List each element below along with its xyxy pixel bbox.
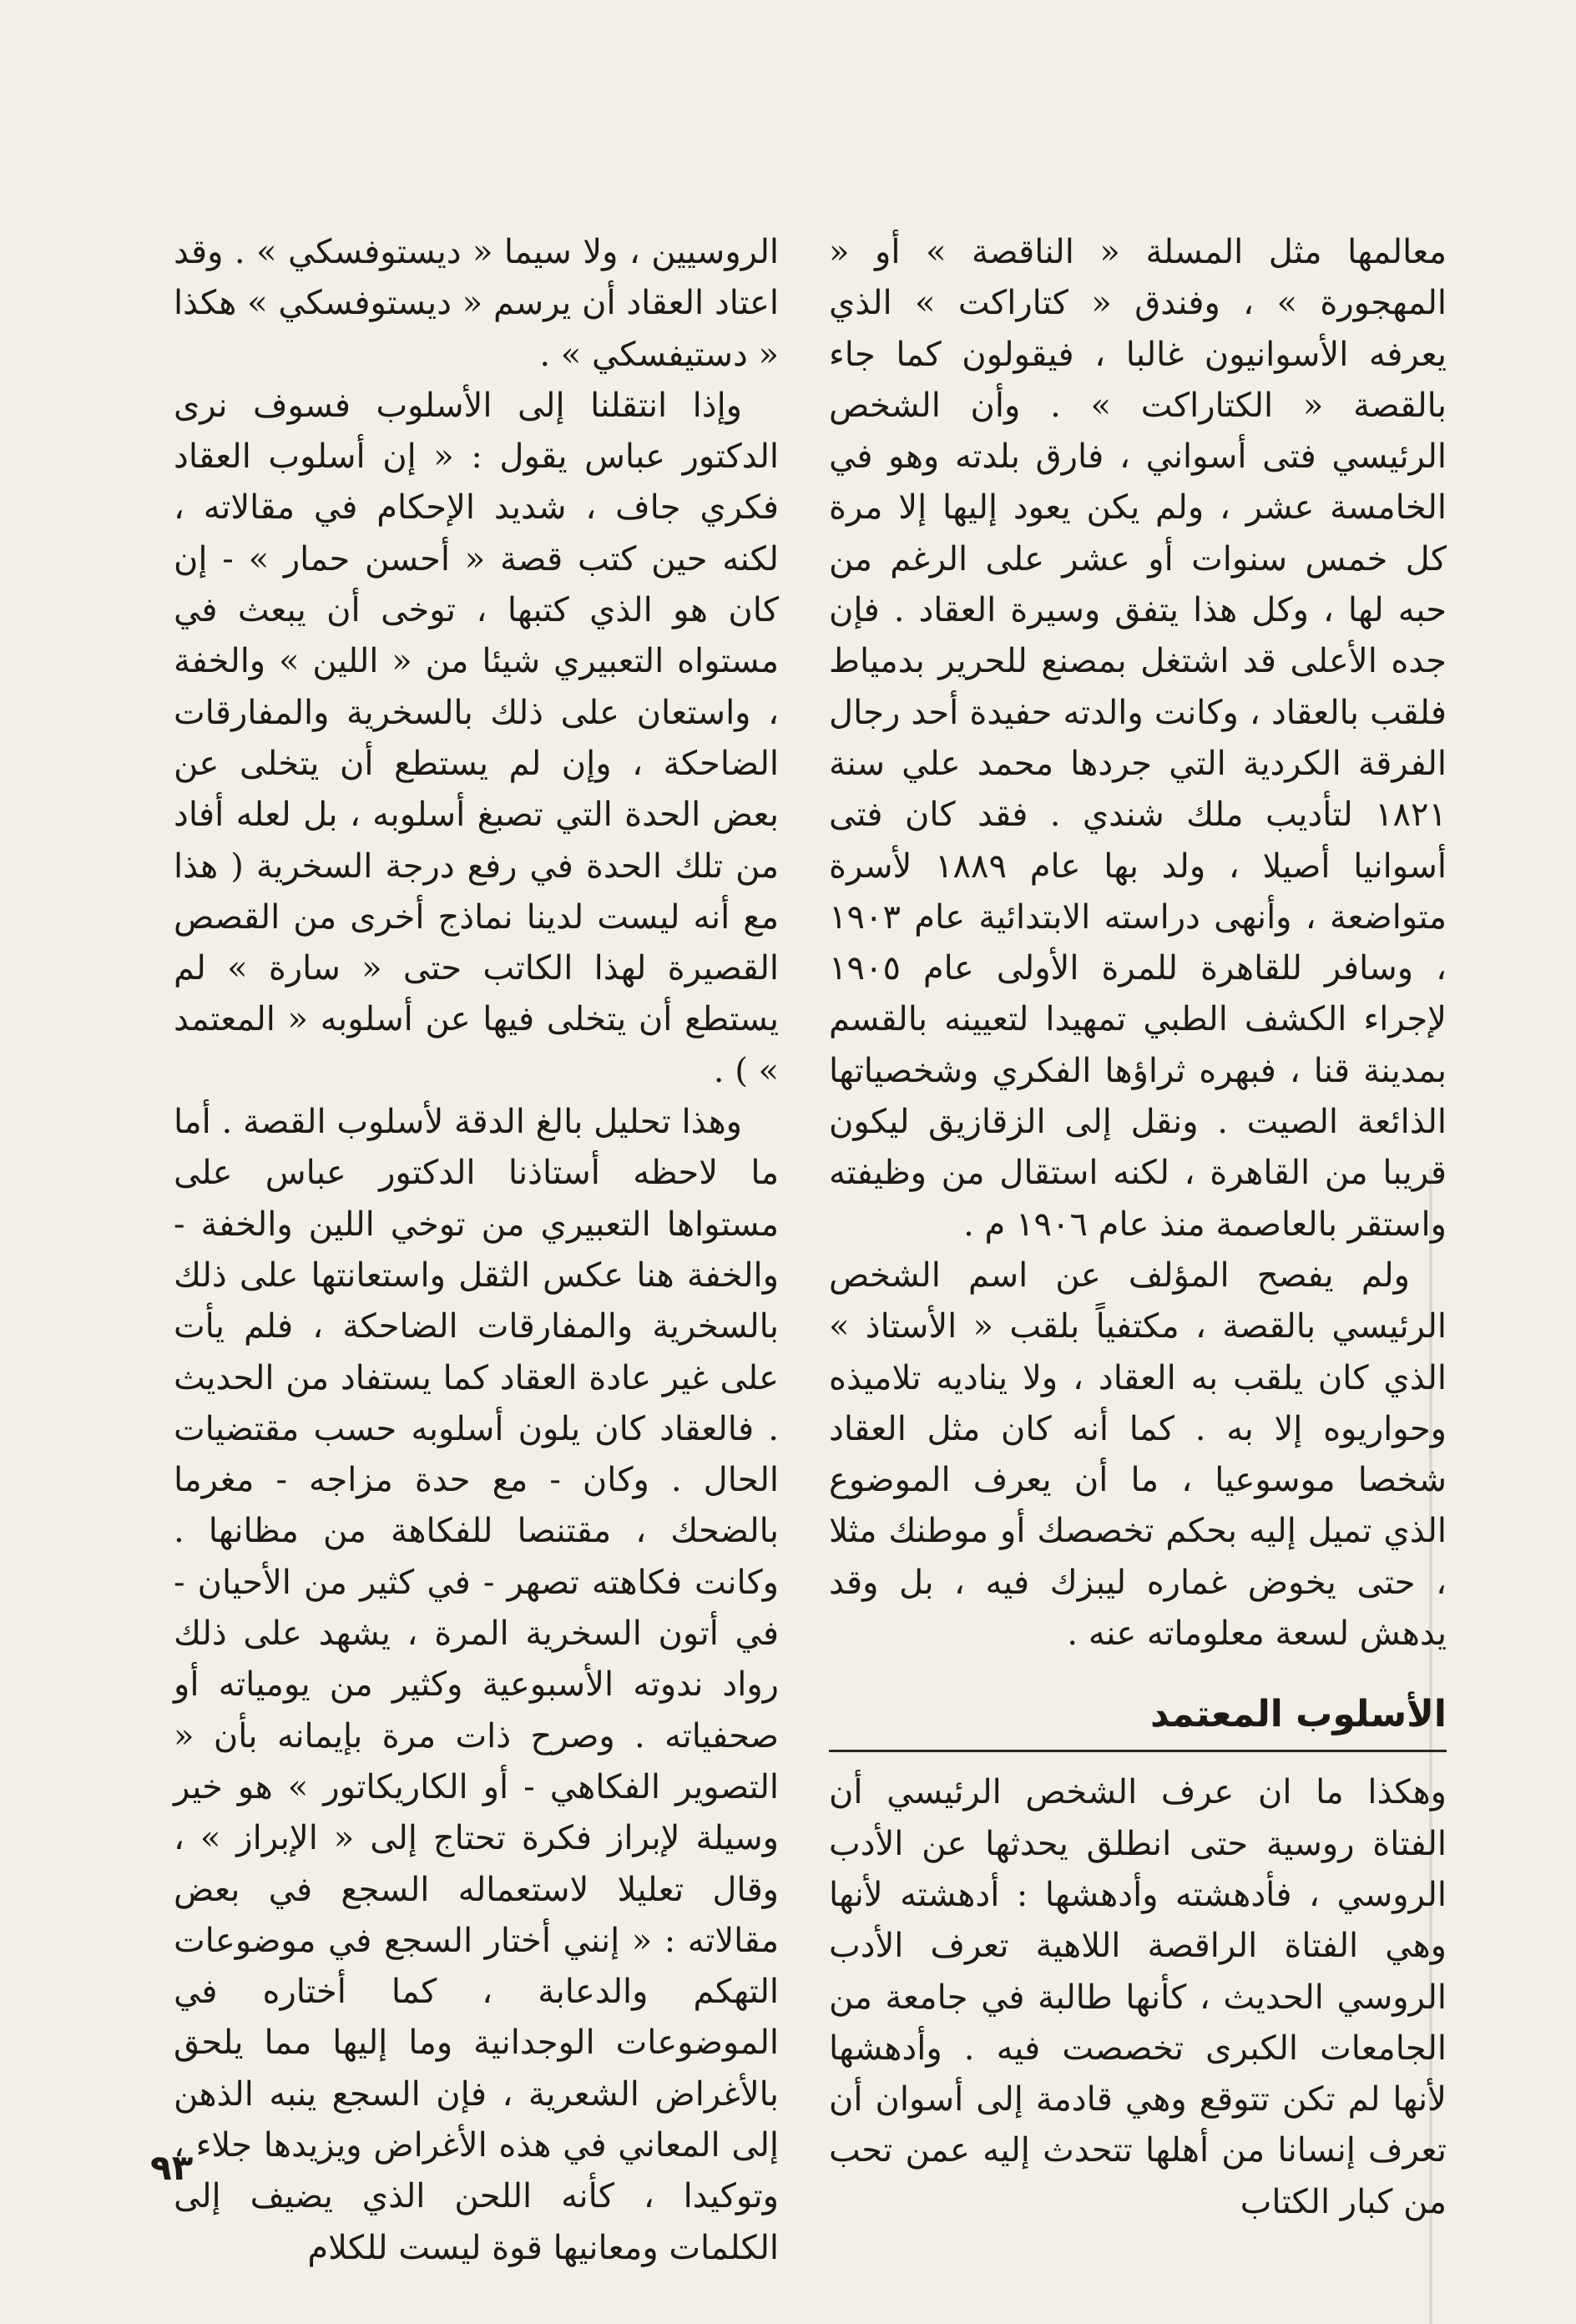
paragraph: وهكذا ما ان عرف الشخص الرئيسي أن الفتاة روسية حتى انطلق يحدثها عن الأدب الروسي ، فأدهشته وأدهشها : أدهشته لأنها وهي الفتاة الراقصة اللاهية تعرف الأدب الروسي الحديث ، كأنها طالبة في جامعة من الجامعات الكبرى تخصصت فيه . وأدهشها لأنها لم تكن تتوقع وهي قادمة إلى أسوان أن تعرف إنسانا من أهلها تتحدث إليه عمن تحب من كبار الكتاب [829,1773,1447,2221]
page-number: ٩٣ [150,2147,194,2188]
left-text-column [174,227,779,2274]
section-heading: الأسلوب المعتمد [829,1690,1447,1752]
paragraph: ولم يفصح المؤلف عن اسم الشخص الرئيسي بالقصة ، مكتفياً بلقب « الأستاذ » الذي كان يلقب به العقاد ، ولا يناديه تلاميذه وحواريوه إلا به . كما أنه كان مثل العقاد شخصا موسوعيا ، ما أن يعرف الموضوع الذي تميل إليه بحكم تخصصك أو موطنك مثلا ، حتى يخوض غماره ليبزك فيه ، بل وقد يدهش لسعة معلوماته عنه . [829,1255,1447,1654]
paragraph: معالمها مثل المسلة « الناقصة » أو « المهجورة » ، وفندق « كتاراكت » الذي يعرفه الأسوانيون غالبا ، فيقولون كما جاء بالقصة « الكتاراكت » . وأن الشخص الرئيسي فتى أسواني ، فارق بلدته وهو في الخامسة عشر ، ولم يكن يعود إليها إلا مرة كل خمس سنوات أو عشر على الرغم من حبه لها ، وكل هذا يتفق وسيرة العقاد . فإن جده الأعلى قد اشتغل بمصنع للحرير بدمياط فلقب بالعقاد ، وكانت والدته حفيدة أحد رجال الفرقة الكردية التي جردها محمد علي سنة ١٨٢١ لتأديب ملك شندي . فقد كان فتى أسوانيا أصيلا ، ولد بها عام ١٨٨٩ لأسرة متواضعة ، وأنهى دراسته الابتدائية عام ١٩٠٣ ، وسافر للقاهرة للمرة الأولى عام ١٩٠٥ لإجراء الكشف الطبي تمهيدا لتعيينه بالقسم بمدينة قنا ، فبهره ثراؤها الفكري وشخصياتها الذائعة الصيت . ونقل إلى الزقازيق ليكون قريبا من القاهرة ، لكنه استقال من وظيفته واستقر بالعاصمة منذ عام ١٩٠٦ م . [829,233,1447,1244]
right-text-column [829,227,1447,2228]
paragraph: الروسيين ، ولا سيما « ديستوفسكي » . وقد اعتاد العقاد أن يرسم « ديستوفسكي » هكذا « دستيفسكي » . [174,233,779,374]
paragraph: وهذا تحليل بالغ الدقة لأسلوب القصة . أما ما لاحظه أستاذنا الدكتور عباس على مستواها التعبيري من توخي اللين والخفة - والخفة هنا عكس الثقل واستعانتها على ذلك بالسخرية والمفارقات الضاحكة ، فلم يأت على غير عادة العقاد كما يستفاد من الحديث . فالعقاد كان يلون أسلوبه حسب مقتضيات الحال . وكان - مع حدة مزاجه - مغرما بالضحك ، مقتنصا للفكاهة من مظانها . وكانت فكاهته تصهر - في كثير من الأحيان - في أتون السخرية المرة ، يشهد على ذلك رواد ندوته الأسبوعية وكثير من يومياته أو صحفياته . وصرح ذات مرة بإيمانه بأن « التصوير الفكاهي - أو الكاريكاتور » هو خير وسيلة لإبراز فكرة تحتاج إلى « الإبراز » ، وقال تعليلا لاستعماله السجع في بعض مقالاته : « إنني أختار السجع في موضوعات التهكم والدعابة ، كما أختاره في الموضوعات الوجدانية وما إليها مما يلحق بالأغراض الشعرية ، فإن السجع ينبه الذهن إلى المعاني في هذه الأغراض ويزيدها جلاء ، وتوكيدا ، كأنه اللحن الذي يضيف إلى الكلمات ومعانيها قوة ليست للكلام [174,1103,779,2267]
paragraph: وإذا انتقلنا إلى الأسلوب فسوف نرى الدكتور عباس يقول : « إن أسلوب العقاد فكري جاف ، شديد الإحكام في مقالاته ، لكنه حين كتب قصة « أحسن حمار » - إن كان هو الذي كتبها ، توخى أن يبعث في مستواه التعبيري شيئا من « اللين » والخفة ، واستعان على ذلك بالسخرية والمفارقات الضاحكة ، وإن لم يستطع أن يتخلى عن بعض الحدة التي تصبغ أسلوبه ، بل لعله أفاد من تلك الحدة في رفع درجة السخرية ( هذا مع أنه ليست لدينا نماذج أخرى من القصص القصيرة لهذا الكاتب حتى « سارة » لم يستطع أن يتخلى فيها عن أسلوبه « المعتمد » ) . [174,386,780,1090]
